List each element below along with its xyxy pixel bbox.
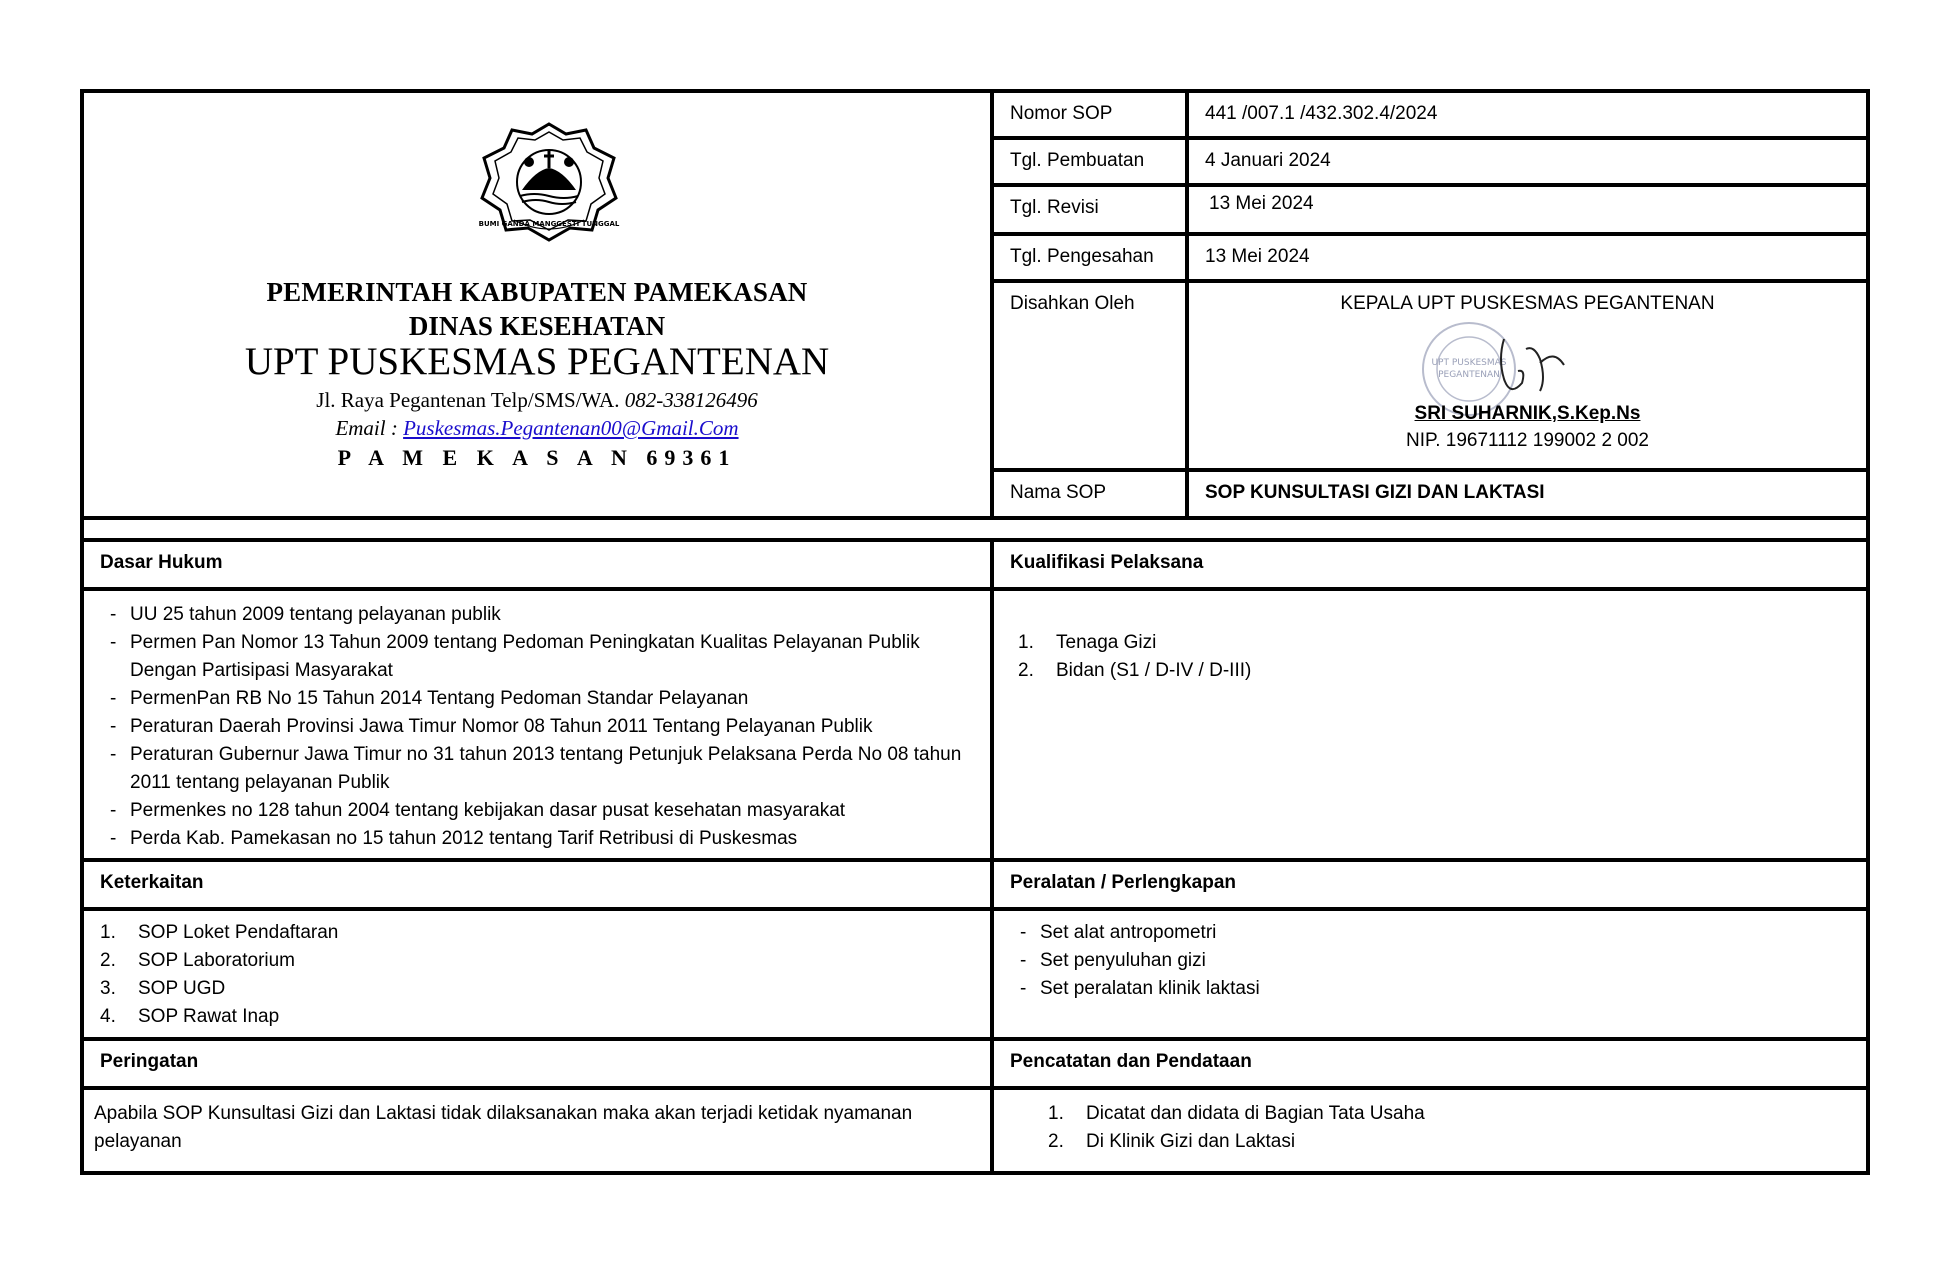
pengesahan-label: Tgl. Pengesahan	[994, 236, 1189, 279]
list-item: - Permen Pan Nomor 13 Tahun 2009 tentang Pedoman Peningkatan Kualitas Pelayanan Publik Dengan Partisipasi Masyarakat	[110, 629, 974, 685]
meta-row-pembuatan	[994, 140, 1866, 187]
peralatan-cell	[994, 911, 1866, 1037]
peralatan-heading: Peralatan / Perlengkapan	[1010, 872, 1236, 893]
email-line	[84, 416, 990, 441]
institution-block	[84, 93, 994, 516]
svg-text:BUMI GANDA MANGGESTI TUNGGAL: BUMI GANDA MANGGESTI TUNGGAL	[478, 220, 620, 228]
row-body-2	[84, 911, 1866, 1041]
phone-label: Telp/SMS/WA.	[490, 388, 620, 412]
section-divider	[80, 520, 1870, 542]
email-label: Email :	[335, 416, 398, 440]
row-headers-1	[84, 542, 1866, 591]
approver-title: KEPALA UPT PUSKESMAS PEGANTENAN	[1340, 293, 1715, 314]
keterkaitan-heading: Keterkaitan	[84, 862, 994, 907]
nama-label: Nama SOP	[994, 472, 1189, 516]
list-item: - UU 25 tahun 2009 tentang pelayanan publik	[110, 601, 974, 629]
kualifikasi-list	[1018, 629, 1850, 685]
list-item: - Peraturan Gubernur Jawa Timur no 31 tahun 2013 tentang Petunjuk Pelaksana Perda No 08 tahun 2011 tentang pelayanan Publik	[110, 741, 974, 797]
pembuatan-label: Tgl. Pembuatan	[994, 140, 1189, 183]
list-item: 2. SOP Laboratorium	[100, 950, 296, 971]
regency-logo	[474, 120, 624, 245]
row-headers-3	[84, 1041, 1866, 1090]
pencatatan-cell	[994, 1090, 1866, 1171]
approver-name: SRI SUHARNIK,S.Kep.Ns	[1414, 403, 1641, 424]
list-item: - Set penyuluhan gizi	[1020, 947, 1850, 975]
list-item: - Peraturan Daerah Provinsi Jawa Timur Nomor 08 Tahun 2011 Tentang Pelayanan Publik	[110, 713, 974, 741]
list-item: - Set peralatan klinik laktasi	[1020, 975, 1850, 1003]
sop-details-table	[80, 542, 1870, 1175]
row-headers-2	[84, 862, 1866, 911]
peringatan-heading: Peringatan	[84, 1041, 994, 1086]
dasar-hukum-cell	[84, 591, 994, 858]
list-item: 2. Bidan (S1 / D-IV / D-III)	[1018, 660, 1252, 681]
svg-text:UPT PUSKESMAS: UPT PUSKESMAS	[1431, 358, 1507, 368]
svg-text:PEGANTENAN: PEGANTENAN	[1438, 370, 1500, 380]
meta-row-nama	[994, 472, 1866, 516]
nomor-label: Nomor SOP	[994, 93, 1189, 136]
pencatatan-list	[1048, 1100, 1850, 1156]
row-body-3	[84, 1090, 1866, 1175]
revisi-label: Tgl. Revisi	[994, 187, 1189, 232]
meta-row-revisi	[994, 187, 1866, 236]
government-name: PEMERINTAH KABUPATEN PAMEKASAN	[266, 277, 808, 307]
keterkaitan-list	[100, 919, 974, 1031]
disahkan-label: Disahkan Oleh	[994, 283, 1189, 468]
address-line	[84, 388, 990, 413]
department-name: DINAS KESEHATAN	[408, 311, 666, 341]
revisi-value: 13 Mei 2024	[1209, 193, 1314, 214]
list-item: - Set alat antropometri	[1020, 919, 1850, 947]
phone-number: 082-338126496	[624, 388, 758, 412]
pengesahan-value: 13 Mei 2024	[1205, 246, 1310, 267]
sop-document	[80, 89, 1870, 1175]
sop-meta-table	[994, 93, 1866, 516]
row-body-1	[84, 591, 1866, 862]
peringatan-text: Apabila SOP Kunsultasi Gizi dan Laktasi tidak dilaksanakan maka akan terjadi ketidak nyamanan pelayanan	[94, 1103, 913, 1152]
dasar-hukum-list	[100, 601, 974, 853]
nama-value: SOP KUNSULTASI GIZI DAN LAKTASI	[1205, 482, 1545, 503]
address: Jl. Raya Pegantenan	[316, 388, 486, 412]
meta-row-nomor	[994, 93, 1866, 140]
kualifikasi-heading: Kualifikasi Pelaksana	[1010, 552, 1204, 573]
list-item: - Perda Kab. Pamekasan no 15 tahun 2012 tentang Tarif Retribusi di Puskesmas	[110, 825, 974, 853]
list-item: 3. SOP UGD	[100, 978, 226, 999]
pembuatan-value: 4 Januari 2024	[1205, 150, 1331, 171]
kualifikasi-cell	[994, 591, 1866, 858]
institution-name: UPT PUSKESMAS PEGANTENAN	[244, 340, 830, 383]
list-item: 1. SOP Loket Pendaftaran	[100, 922, 339, 943]
peringatan-cell	[84, 1090, 994, 1171]
city-postal: P A M E K A S A N 69361	[337, 445, 737, 470]
sop-header	[80, 89, 1870, 520]
approval-block	[1189, 283, 1866, 468]
peralatan-list	[1010, 919, 1850, 1003]
list-item: 1. Dicatat dan didata di Bagian Tata Usaha	[1048, 1103, 1425, 1124]
email-link[interactable]: Puskesmas.Pegantenan00@Gmail.Com	[403, 416, 739, 440]
nomor-value: 441 /007.1 /432.302.4/2024	[1205, 103, 1438, 124]
approver-nip: NIP. 19671112 199002 2 002	[1405, 430, 1649, 451]
list-item: - PermenPan RB No 15 Tahun 2014 Tentang Pedoman Standar Pelayanan	[110, 685, 974, 713]
pencatatan-heading: Pencatatan dan Pendataan	[1010, 1051, 1252, 1072]
list-item: 4. SOP Rawat Inap	[100, 1006, 280, 1027]
meta-row-pengesahan	[994, 236, 1866, 283]
list-item: 2. Di Klinik Gizi dan Laktasi	[1048, 1131, 1296, 1152]
dasar-hukum-heading: Dasar Hukum	[84, 542, 994, 587]
meta-row-disahkan	[994, 283, 1866, 472]
keterkaitan-cell	[84, 911, 994, 1037]
list-item: 1. Tenaga Gizi	[1018, 632, 1157, 653]
list-item: - Permenkes no 128 tahun 2004 tentang kebijakan dasar pusat kesehatan masyarakat	[110, 797, 974, 825]
